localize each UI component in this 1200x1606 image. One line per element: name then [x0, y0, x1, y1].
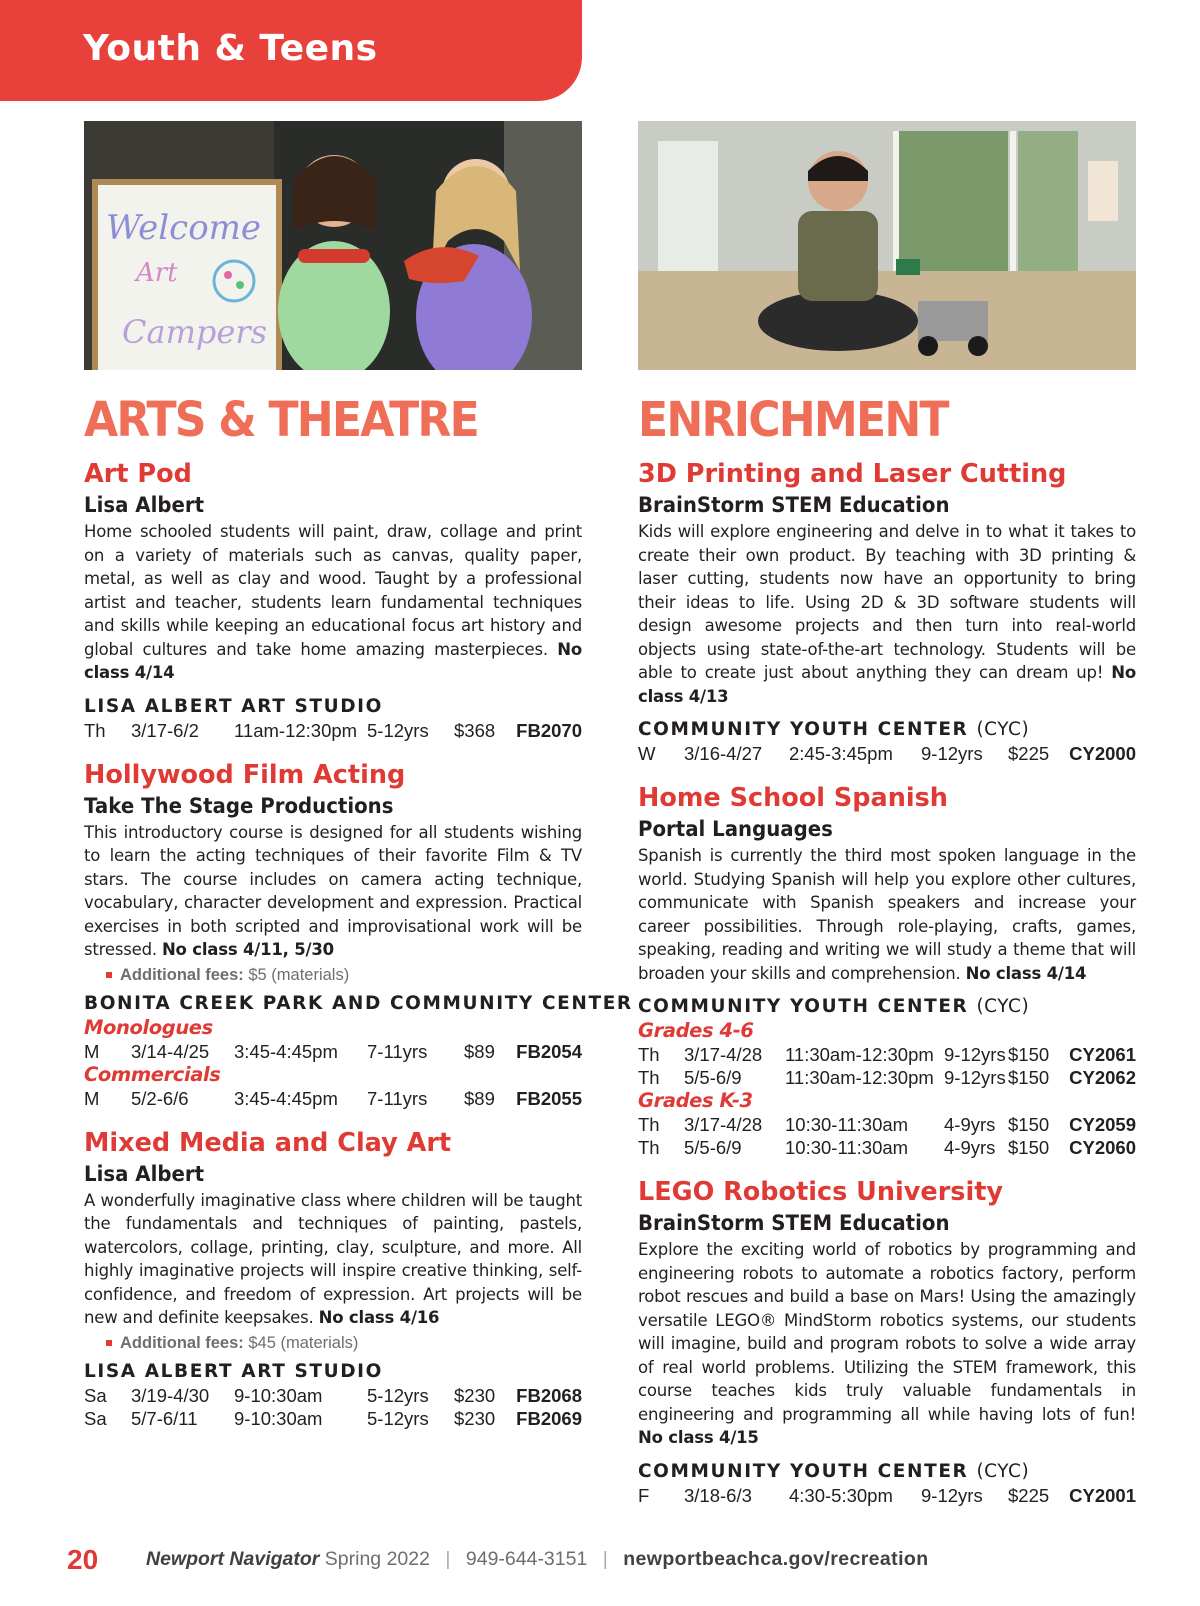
course-location: COMMUNITY YOUTH CENTER (CYC): [638, 719, 1030, 740]
no-class-note: No class 4/14: [84, 639, 583, 682]
course-code: CY2060: [1069, 1137, 1136, 1158]
course-provider: Take The Stage Productions: [84, 793, 394, 818]
course-code: FB2054: [516, 1040, 582, 1062]
schedule-row: Th 3/17-6/2 11am-12:30pm 5-12yrs $368 FB2070: [84, 719, 582, 741]
schedule-row: Sa 5/7-6/11 9-10:30am 5-12yrs $230 FB2069: [84, 1407, 582, 1429]
course-location: BONITA CREEK PARK AND COMMUNITY CENTER: [84, 992, 633, 1014]
schedule-row: Th 5/5-6/9 10:30-11:30am 4-9yrs $150 CY2060: [638, 1137, 1136, 1158]
schedule-row: W 3/16-4/27 2:45-3:45pm 9-12yrs $225 CY2000: [638, 743, 1136, 764]
no-class-note: No class 4/16: [318, 1308, 440, 1327]
course-art-pod: [84, 458, 582, 742]
course-mixed-media-clay-art: [84, 1127, 582, 1430]
course-code: CY2059: [1069, 1114, 1136, 1135]
footer-website-link[interactable]: newportbeachca.gov/recreation: [623, 1548, 929, 1570]
course-title: Mixed Media and Clay Art: [84, 1127, 452, 1158]
course-code: FB2070: [516, 719, 582, 741]
footer-separator: |: [445, 1548, 451, 1570]
course-home-school-spanish: [638, 782, 1136, 1159]
schedule-row: Sa 3/19-4/30 9-10:30am 5-12yrs $230 FB2068: [84, 1384, 582, 1406]
section-title-arts: ARTS & THEATRE: [84, 392, 478, 448]
arts-photo: [84, 121, 582, 370]
course-subhead: Monologues: [84, 1015, 213, 1039]
course-location: LISA ALBERT ART STUDIO: [84, 1360, 383, 1382]
course-description: Explore the exciting world of robotics by programming and engineering robots to automate a robotics factory, perform robot rescues and build a base on Mars! Using the amazingly versatile LEGO® MindStorm robotics systems, our students will imagine, build and program robots to solve a wide array of real world problems. Utilizing the STEM framework, this course teaches kids truly valuable fundamentals in engineering and programming all while having lots of fun! No class 4/15: [638, 1240, 1136, 1447]
course-provider: Lisa Albert: [84, 493, 205, 517]
no-class-note: No class 4/11, 5/30: [161, 940, 334, 959]
enrichment-photo-illustration: [638, 121, 1136, 370]
svg-text:Welcome: Welcome: [106, 208, 262, 248]
course-code: FB2068: [516, 1384, 582, 1406]
arts-photo-illustration: [84, 121, 582, 370]
publication-name: Newport Navigator: [146, 1548, 320, 1570]
section-header-tab: [0, 0, 582, 101]
course-description: Home schooled students will paint, draw, collage and print on a variety of materials such as canvas, quality paper, metal, as well as clay and wood. Taught by a professional artist and teacher, students learn fundamental techniques and skills while keeping an educational focus art history and global cultures and take home amazing masterpieces. No class 4/14: [84, 522, 583, 682]
additional-fees: Additional fees: $45 (materials): [84, 1330, 582, 1356]
additional-fees: Additional fees: $5 (materials): [84, 962, 582, 988]
course-description: This introductory course is designed for all students wishing to learn the acting techniques of their favorite Film & TV stars. The course includes on camera acting technique, vocabulary, character development and expression. Practical exercises in both scripted and improvisational work will be stressed. No class 4/11, 5/30: [84, 822, 582, 959]
enrichment-photo: [638, 121, 1136, 370]
course-subhead: Grades K-3: [638, 1089, 753, 1112]
course-description: Kids will explore engineering and delve in to what it takes to create their own product. By teaching with 3D printing & laser cutting, students now have an opportunity to bring their ideas to life. Using 2D & 3D software students will design awesome projects and then turn into real-world objects using state-of-the-art technology. Students will be able to create just about anything they can dream up! No class 4/13: [638, 522, 1137, 706]
course-description: A wonderfully imaginative class where children will be taught the fundamentals and techniques of painting, pastels, watercolors, collage, printing, clay, sculpture, and more. All highly imaginative projects will inspire creative thinking, self-confidence, and freedom of expression. Art projects will be new and definite keepsakes. No class 4/16: [84, 1190, 582, 1327]
course-title: 3D Printing and Laser Cutting: [638, 459, 1067, 489]
course-title: Home School Spanish: [638, 783, 948, 813]
course-location: COMMUNITY YOUTH CENTER (CYC): [638, 996, 1030, 1017]
no-class-note: No class 4/13: [638, 663, 1137, 706]
page-footer: [67, 1546, 1167, 1576]
course-title: Art Pod: [84, 459, 192, 489]
course-provider: Portal Languages: [638, 817, 833, 841]
course-hollywood-film-acting: [84, 759, 633, 1110]
publication-line: [146, 1548, 929, 1571]
schedule-row: F 3/18-6/3 4:30-5:30pm 9-12yrs $225 CY2001: [638, 1484, 1136, 1506]
course-code: CY2061: [1069, 1044, 1136, 1065]
schedule-row: M 5/2-6/6 3:45-4:45pm 7-11yrs $89 FB2055: [84, 1087, 582, 1109]
schedule-row: M 3/14-4/25 3:45-4:45pm 7-11yrs $89 FB2054: [84, 1040, 582, 1062]
svg-text:Campers: Campers: [122, 313, 268, 351]
svg-text:Art: Art: [136, 258, 178, 288]
no-class-note: No class 4/14: [965, 963, 1087, 983]
course-title: LEGO Robotics University: [638, 1177, 1004, 1207]
course-3d-printing: [638, 458, 1136, 765]
course-code: CY2001: [1069, 1484, 1136, 1506]
schedule-row: Th 5/5-6/9 11:30am-12:30pm 9-12yrs $150 CY2062: [638, 1067, 1136, 1088]
course-code: CY2000: [1069, 743, 1136, 764]
course-provider: BrainStorm STEM Education: [638, 1211, 950, 1235]
course-location: LISA ALBERT ART STUDIO: [84, 695, 383, 717]
course-lego-robotics: [638, 1176, 1136, 1507]
page-number: 20: [67, 1544, 99, 1575]
enrichment-column: [638, 121, 1136, 1507]
course-code: FB2069: [516, 1407, 582, 1429]
course-code: CY2062: [1069, 1067, 1136, 1088]
course-provider: BrainStorm STEM Education: [638, 493, 950, 517]
header-title: Youth & Teens: [83, 28, 378, 69]
course-subhead: Grades 4-6: [638, 1019, 754, 1042]
course-location: COMMUNITY YOUTH CENTER (CYC): [638, 1460, 1030, 1482]
course-provider: Lisa Albert: [84, 1161, 205, 1186]
schedule-row: Th 3/17-4/28 10:30-11:30am 4-9yrs $150 CY2059: [638, 1114, 1136, 1135]
course-description: Spanish is currently the third most spoken language in the world. Studying Spanish will help you explore other cultures, communicate with Spanish speakers and increase your career possibilities. Through role-playing, crafts, games, speaking, reading and writing we will study a theme that will broaden your skills and comprehension. No class 4/14: [638, 846, 1136, 983]
arts-theatre-column: [84, 121, 633, 1430]
course-code: FB2055: [516, 1087, 582, 1109]
footer-separator: |: [602, 1548, 608, 1570]
publication-season: Spring 2022: [324, 1548, 430, 1570]
schedule-row: Th 3/17-4/28 11:30am-12:30pm 9-12yrs $150 CY2061: [638, 1044, 1136, 1065]
footer-phone: 949-644-3151: [465, 1548, 588, 1570]
course-title: Hollywood Film Acting: [84, 759, 406, 790]
course-subhead: Commercials: [84, 1062, 221, 1086]
section-title-enrichment: ENRICHMENT: [638, 392, 948, 448]
no-class-note: No class 4/15: [638, 1428, 759, 1447]
